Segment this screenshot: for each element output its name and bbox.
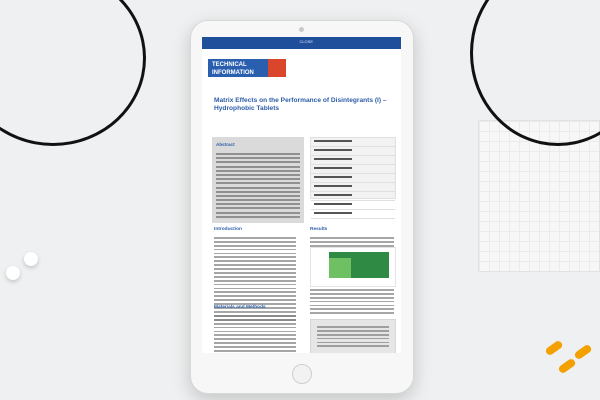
abstract-box (212, 137, 304, 223)
callout-lines (317, 326, 389, 349)
formulation-table (310, 137, 396, 199)
document-toolbar (202, 37, 401, 49)
abstract-text-lines (216, 153, 300, 220)
document-title: Matrix Effects on the Performance of Disintegrants (I) – Hydrophobic Tablets (214, 97, 387, 113)
technical-information-banner (208, 59, 268, 77)
chart-fill-light (329, 258, 351, 278)
orange-capsule (573, 344, 592, 361)
results-text-lines-2 (310, 289, 394, 316)
introduction-heading: Introduction (214, 227, 242, 232)
banner-text: TECHNICAL INFORMATION (212, 62, 254, 76)
orange-capsule (544, 340, 563, 357)
white-pill (6, 266, 20, 280)
white-pill (24, 252, 38, 266)
toolbar-label: CLOSE (299, 39, 313, 44)
results-chart (310, 247, 396, 287)
home-button[interactable] (292, 364, 312, 384)
front-camera (299, 27, 304, 32)
orange-capsule (557, 358, 576, 375)
results-heading: Results (310, 227, 328, 232)
stethoscope-tube-left (0, 0, 146, 146)
abstract-heading: Abstract (216, 142, 235, 147)
logo-icon (268, 59, 286, 77)
tablet-screen (202, 37, 401, 353)
materials-methods-heading: Materials and Methods (214, 305, 266, 310)
tablet-device (190, 20, 414, 394)
callout-box (310, 319, 396, 353)
materials-methods-text-lines (214, 315, 296, 353)
